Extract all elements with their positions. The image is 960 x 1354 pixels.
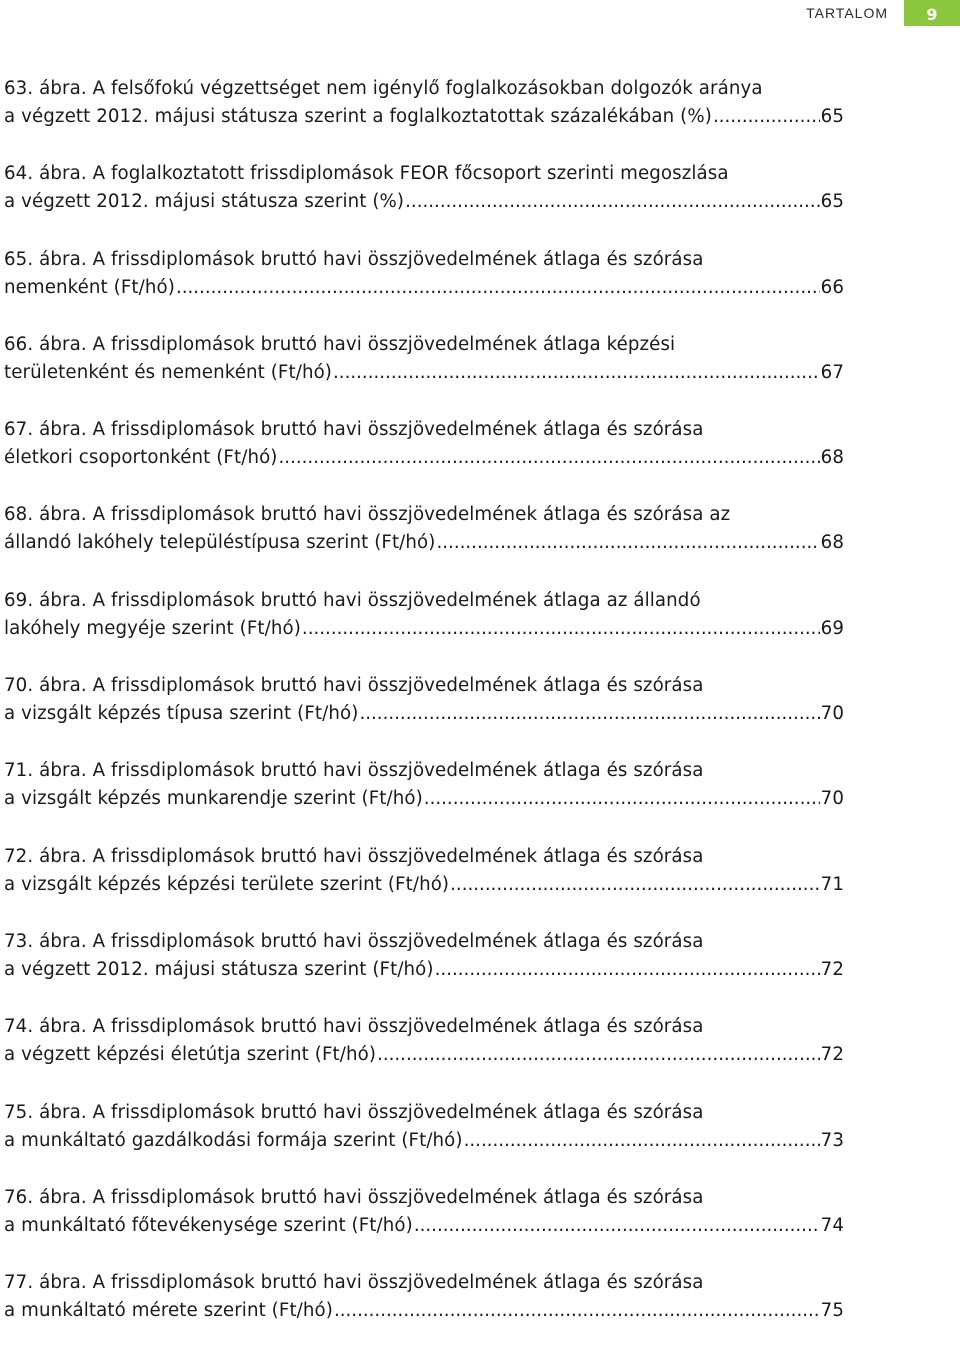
dot-leader [176, 274, 820, 302]
dot-leader [436, 529, 819, 557]
toc-entry-line [4, 1041, 844, 1069]
toc-page-number[interactable]: 73 [820, 1129, 844, 1151]
toc-entry[interactable] [4, 416, 844, 501]
toc-entry-line [4, 615, 844, 643]
toc-entry[interactable] [4, 672, 844, 757]
toc-entry[interactable] [4, 1184, 844, 1269]
toc-entry[interactable] [4, 587, 844, 672]
toc-page-number[interactable]: 68 [820, 532, 844, 554]
toc-entry-title: 63. ábra. A felsőfokú végzettséget nem igénylő foglalkozásokban dolgozók aránya [4, 78, 763, 99]
toc-entry-line [4, 871, 844, 899]
toc-page-number[interactable]: 69 [820, 617, 844, 639]
toc-page-number[interactable]: 71 [820, 873, 844, 895]
toc-entry-title: 75. ábra. A frissdiplomások bruttó havi összjövedelmének átlaga és szórása [4, 1101, 704, 1123]
dot-leader [414, 1212, 820, 1240]
toc-page-number[interactable]: 72 [820, 958, 844, 980]
toc-entry-title-cont: a végzett 2012. májusi státusza szerint (%) [4, 191, 405, 213]
toc-entry-title: 69. ábra. A frissdiplomások bruttó havi összjövedelmének átlaga az állandó [4, 589, 701, 611]
dot-leader [334, 1297, 820, 1325]
dot-leader [377, 1041, 820, 1069]
toc-entry-line [4, 700, 844, 728]
toc-entry-title-cont: a vizsgált képzés munkarendje szerint (Ft/hó) [4, 788, 423, 810]
dot-leader [450, 871, 820, 899]
toc-entry[interactable] [4, 928, 844, 1013]
toc-page-number[interactable]: 72 [820, 1044, 844, 1066]
toc-page-number[interactable]: 65 [820, 106, 844, 127]
toc-entry-line [4, 188, 844, 216]
toc-entry-title: 64. ábra. A foglalkoztatott frissdiplomások FEOR főcsoport szerinti megoszlása [4, 163, 729, 185]
toc-page-number[interactable]: 68 [820, 447, 844, 469]
section-title: TARTALOM [806, 5, 888, 21]
toc-page-number[interactable]: 70 [820, 788, 844, 810]
toc-entry-title: 67. ábra. A frissdiplomások bruttó havi összjövedelmének átlaga és szórása [4, 419, 704, 441]
toc-entry-line [4, 444, 844, 472]
toc-entry-title: 71. ábra. A frissdiplomások bruttó havi összjövedelmének átlaga és szórása [4, 760, 704, 782]
dot-leader [279, 444, 820, 472]
table-of-contents [4, 75, 844, 1354]
toc-entry-title: 66. ábra. A frissdiplomások bruttó havi összjövedelmének átlaga képzési [4, 333, 676, 355]
toc-entry[interactable] [4, 501, 844, 586]
toc-entry-line [4, 785, 844, 813]
toc-entry-title: 73. ábra. A frissdiplomások bruttó havi összjövedelmének átlaga és szórása [4, 930, 704, 952]
toc-entry-line [4, 529, 844, 557]
toc-entry-title-cont: nemenként (Ft/hó) [4, 276, 175, 298]
toc-entry-title: 72. ábra. A frissdiplomások bruttó havi összjövedelmének átlaga és szórása [4, 845, 704, 867]
toc-entry-title: 65. ábra. A frissdiplomások bruttó havi összjövedelmének átlaga és szórása [4, 248, 704, 270]
dot-leader [424, 785, 820, 813]
toc-entry-title-cont: életkori csoportonként (Ft/hó) [4, 447, 278, 469]
toc-entry-line [4, 359, 844, 387]
toc-entry-title: 70. ábra. A frissdiplomások bruttó havi összjövedelmének átlaga és szórása [4, 675, 704, 697]
toc-entry-title-cont: állandó lakóhely településtípusa szerint (Ft/hó) [4, 532, 436, 554]
toc-entry-title-cont: lakóhely megyéje szerint (Ft/hó) [4, 617, 301, 639]
toc-entry-line [4, 956, 844, 984]
toc-entry-line [4, 1127, 844, 1155]
toc-entry-title: 68. ábra. A frissdiplomások bruttó havi összjövedelmének átlaga és szórása az [4, 504, 731, 526]
toc-entry-line [4, 1297, 844, 1325]
toc-entry-title-cont: a munkáltató mérete szerint (Ft/hó) [4, 1300, 333, 1322]
toc-page-number[interactable]: 70 [820, 703, 844, 725]
dot-leader [713, 103, 820, 131]
toc-entry[interactable] [4, 75, 844, 160]
toc-entry-title-cont: a végzett képzési életútja szerint (Ft/hó) [4, 1044, 377, 1066]
toc-page-number[interactable]: 74 [820, 1214, 844, 1236]
toc-page-number[interactable]: 67 [820, 361, 844, 383]
toc-entry[interactable] [4, 1269, 844, 1354]
dot-leader [435, 956, 820, 984]
dot-leader [359, 700, 819, 728]
toc-entry-title: 77. ábra. A frissdiplomások bruttó havi összjövedelmének átlaga és szórása [4, 1272, 704, 1294]
page-number-badge: 9 [904, 0, 960, 26]
toc-entry-line [4, 274, 844, 302]
toc-entry-title-cont: a munkáltató gazdálkodási formája szerint (Ft/hó) [4, 1129, 463, 1151]
toc-entry-title-cont: területenként és nemenként (Ft/hó) [4, 361, 333, 383]
toc-page-number[interactable]: 75 [820, 1300, 844, 1322]
toc-entry-title-cont: a vizsgált képzés típusa szerint (Ft/hó) [4, 703, 359, 725]
toc-entry-title-cont: a végzett 2012. májusi státusza szerint (Ft/hó) [4, 958, 434, 980]
toc-entry-line [4, 103, 844, 131]
toc-entry[interactable] [4, 1099, 844, 1184]
toc-entry-title: 74. ábra. A frissdiplomások bruttó havi összjövedelmének átlaga és szórása [4, 1016, 704, 1038]
dot-leader [405, 188, 820, 216]
dot-leader [333, 359, 820, 387]
toc-entry[interactable] [4, 246, 844, 331]
toc-entry-title-cont: a végzett 2012. májusi státusza szerint a foglalkoztatottak százalékában (%) [4, 106, 712, 127]
toc-entry-title: 76. ábra. A frissdiplomások bruttó havi összjövedelmének átlaga és szórása [4, 1186, 704, 1208]
toc-entry[interactable] [4, 1013, 844, 1098]
toc-entry-title-cont: a vizsgált képzés képzési területe szerint (Ft/hó) [4, 873, 450, 895]
toc-entry-title-cont: a munkáltató főtevékenysége szerint (Ft/hó) [4, 1214, 413, 1236]
page-header [806, 0, 960, 26]
toc-entry[interactable] [4, 331, 844, 416]
dot-leader [464, 1127, 820, 1155]
toc-entry-line [4, 1212, 844, 1240]
toc-page-number[interactable]: 65 [820, 191, 844, 213]
toc-entry[interactable] [4, 757, 844, 842]
dot-leader [302, 615, 820, 643]
toc-page-number[interactable]: 66 [820, 276, 844, 298]
toc-entry[interactable] [4, 160, 844, 245]
toc-entry[interactable] [4, 843, 844, 928]
